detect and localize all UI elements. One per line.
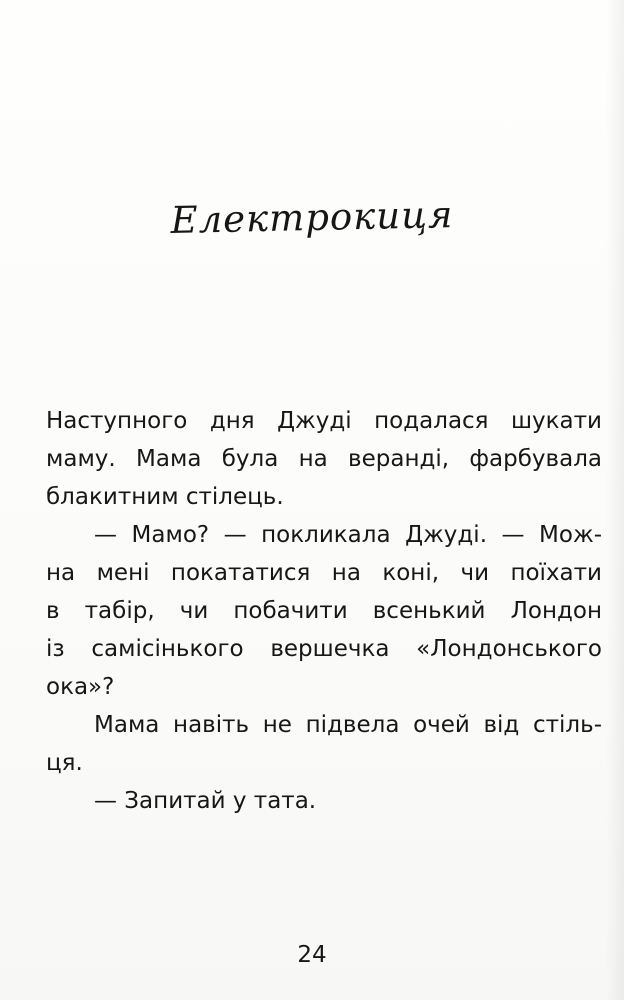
text-line: ока»? bbox=[46, 674, 115, 700]
text-line: — Запитай у тата. bbox=[94, 788, 317, 814]
paragraph-3 bbox=[46, 706, 602, 782]
text-line: ця. bbox=[46, 750, 83, 776]
paragraph-4 bbox=[46, 782, 602, 820]
text-line: маму. Мама була на веранді, фарбувала bbox=[46, 446, 602, 472]
paragraph-2 bbox=[46, 516, 602, 706]
body-text bbox=[46, 402, 602, 820]
page-number: 24 bbox=[297, 942, 327, 968]
text-line: із самісінького вершечка «Лондонського bbox=[46, 636, 602, 662]
text-line: — Мамо? — покликала Джуді. — Мож- bbox=[94, 522, 602, 548]
text-line: блакитним стілець. bbox=[46, 484, 284, 510]
text-line: в табір, чи побачити всенький Лондон bbox=[46, 598, 602, 624]
text-line: Мама навіть не підвела очей від стіль- bbox=[94, 712, 602, 738]
paragraph-1 bbox=[46, 402, 602, 516]
page-edge-shadow bbox=[606, 0, 624, 1000]
chapter-title: Електрокиця bbox=[170, 193, 454, 242]
text-line: на мені покататися на коні, чи поїхати bbox=[46, 560, 602, 586]
text-line: Наступного дня Джуді подалася шукати bbox=[46, 408, 602, 434]
